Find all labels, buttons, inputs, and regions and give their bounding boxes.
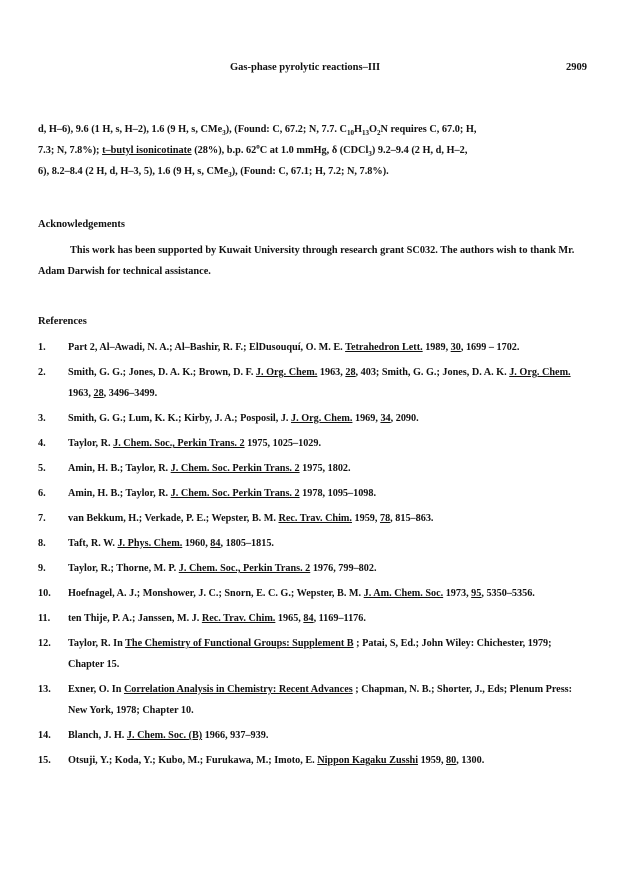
compound-name: t–butyl isonicotinate [102, 145, 192, 156]
subscript: 2 [377, 129, 381, 138]
subscript: 3 [228, 171, 232, 180]
reference-authors: ten Thije, P. A.; Janssen, M. J. [68, 613, 200, 624]
reference-authors: Otsuji, Y.; Koda, Y.; Kubo, M.; Furukawa, M.; Imoto, E. [68, 755, 315, 766]
reference-year: 1989, [425, 342, 449, 353]
reference-pages: 1975, 1025–1029. [247, 438, 322, 449]
reference-year: 1960, [184, 538, 208, 549]
reference-item [38, 608, 590, 629]
reference-journal: Nippon Kagaku Zusshi [317, 755, 419, 766]
acknowledgements-heading: Acknowledgements [38, 219, 125, 230]
reference-pages: 1976, 799–802. [312, 563, 377, 574]
reference-number: 14. [38, 730, 51, 741]
reference-pages: , 2090. [390, 413, 419, 424]
reference-year: 1965, [277, 613, 301, 624]
reference-journal: J. Phys. Chem. [117, 538, 183, 549]
reference-journal: Correlation Analysis in Chemistry: Recent Advances [123, 684, 353, 695]
reference-journal: J. Chem. Soc. Perkin Trans. 2 [170, 488, 300, 499]
reference-authors: Smith, G. G.; Lum, K. K.; Kirby, J. A.; Posposil, J. [68, 413, 289, 424]
reference-journal: Rec. Trav. Chim. [278, 513, 352, 524]
reference-number: 1. [38, 342, 46, 353]
reference-journal: Tetrahedron Lett. [345, 342, 423, 353]
reference-journal: Rec. Trav. Chim. [201, 613, 276, 624]
reference-volume: 78 [379, 513, 391, 524]
reference-item [38, 583, 590, 604]
reference-authors: Hoefnagel, A. J.; Monshower, J. C.; Snorn, E. C. G.; Wepster, B. M. [68, 588, 362, 599]
reference-volume: 28 [93, 388, 104, 399]
cont-text: ), (Found: C, 67.2; N, 7.7. C [225, 124, 347, 135]
reference-journal: The Chemistry of Functional Groups: Supplement B [125, 638, 354, 649]
reference-number: 6. [38, 488, 46, 499]
cont-text: 6), 8.2–8.4 (2 H, d, H–3, 5), 1.6 (9 H, s, CMe [38, 166, 229, 177]
reference-pages: , 1699 – 1702. [460, 342, 520, 353]
reference-item [38, 508, 590, 529]
reference-volume: 84 [210, 538, 221, 549]
reference-pages: , 815–863. [390, 513, 434, 524]
reference-volume: 28 [345, 367, 356, 378]
reference-journal: J. Org. Chem. [291, 413, 353, 424]
cont-text: C at 1.0 mmHg, δ (CDCl [259, 145, 369, 156]
reference-authors: Part 2, Al–Awadi, N. A.; Al–Bashir, R. F.; ElDusouquí, O. M. E. [68, 342, 343, 353]
reference-item [38, 725, 590, 746]
cont-text: 7.3; N, 7.8%); [38, 145, 100, 156]
reference-pages: 1975, 1802. [302, 463, 351, 474]
reference-list [38, 337, 590, 775]
reference-item [38, 362, 590, 404]
subscript: 3 [222, 129, 226, 138]
reference-volume: 34 [380, 413, 391, 424]
reference-year: 1963, [68, 388, 91, 399]
reference-number: 9. [38, 563, 46, 574]
cont-text: H [353, 124, 362, 135]
reference-journal: J. Chem. Soc., Perkin Trans. 2 [113, 438, 245, 449]
reference-pages: ; Patai, S, Ed.; John Wiley: Chichester, 1979; Chapter 15. [68, 638, 552, 670]
reference-item [38, 533, 590, 554]
reference-number: 11. [38, 613, 51, 624]
reference-journal: J. Org. Chem. [255, 367, 318, 378]
reference-volume: 30 [450, 342, 461, 353]
reference-authors: Taylor, R. In [68, 638, 123, 649]
reference-number: 4. [38, 438, 46, 449]
reference-authors: Amin, H. B.; Taylor, R. [68, 463, 169, 474]
page-number: 2909 [566, 62, 587, 73]
reference-pages: , 403; Smith, G. G.; Jones, D. A. K. [355, 367, 507, 378]
subscript: 13 [361, 129, 369, 138]
reference-journal: J. Chem. Soc. Perkin Trans. 2 [170, 463, 300, 474]
reference-number: 10. [38, 588, 51, 599]
reference-volume: 84 [303, 613, 314, 624]
reference-journal: J. Chem. Soc., Perkin Trans. 2 [178, 563, 311, 574]
reference-item [38, 679, 590, 721]
reference-number: 7. [38, 513, 46, 524]
cont-text: ), (Found: C, 67.1; H, 7.2; N, 7.8%). [231, 166, 389, 177]
reference-authors: Blanch, J. H. [68, 730, 125, 741]
reference-authors: van Bekkum, H.; Verkade, P. E.; Wepster, B. M. [68, 513, 276, 524]
reference-year: 1969, [354, 413, 378, 424]
cont-text: O [368, 124, 377, 135]
cont-text: N requires C, 67.0; H, [380, 124, 477, 135]
subscript: 3 [368, 150, 372, 159]
running-header-title: Gas-phase pyrolytic reactions–III [230, 62, 381, 73]
reference-item [38, 750, 590, 771]
continuation-paragraph [38, 119, 590, 182]
reference-item [38, 337, 590, 358]
reference-number: 13. [38, 684, 51, 695]
acknowledgements-text: This work has been supported by Kuwait University through research grant SC032. The authors wish to thank Mr. Adam Darwish for technical assistance. [38, 245, 575, 277]
reference-authors: Amin, H. B.; Taylor, R. [68, 488, 169, 499]
reference-year: 1973, [445, 588, 469, 599]
reference-item [38, 558, 590, 579]
reference-item [38, 633, 590, 675]
reference-item [38, 408, 590, 429]
reference-authors: Exner, O. In [68, 684, 122, 695]
reference-pages: ; Chapman, N. B.; Shorter, J., Eds; Plenum Press: New York, 1978; Chapter 10. [68, 684, 573, 716]
reference-journal: J. Chem. Soc. (B) [126, 730, 203, 741]
superscript: o [256, 142, 260, 151]
cont-text: d, H–6), 9.6 (1 H, s, H–2), 1.6 (9 H, s, CMe [38, 124, 223, 135]
reference-pages: 1966, 937–939. [204, 730, 269, 741]
references-heading: References [38, 316, 87, 327]
subscript: 10 [346, 129, 354, 138]
reference-item [38, 433, 590, 454]
reference-pages: , 1805–1815. [220, 538, 274, 549]
reference-authors: Taft, R. W. [68, 538, 115, 549]
reference-authors: Taylor, R. [68, 438, 111, 449]
reference-number: 8. [38, 538, 46, 549]
reference-number: 5. [38, 463, 46, 474]
reference-number: 2. [38, 367, 46, 378]
reference-authors: Smith, G. G.; Jones, D. A. K.; Brown, D. F. [68, 367, 254, 378]
reference-number: 12. [38, 638, 51, 649]
reference-pages: , 1169–1176. [313, 613, 366, 624]
reference-number: 15. [38, 755, 51, 766]
cont-text: (28%), b.p. 62 [194, 145, 257, 156]
reference-authors: Taylor, R.; Thorne, M. P. [68, 563, 177, 574]
reference-year: 1963, [319, 367, 343, 378]
cont-text: ) 9.2–9.4 (2 H, d, H–2, [371, 145, 468, 156]
reference-number: 3. [38, 413, 46, 424]
reference-pages: , 3496–3499. [103, 388, 158, 399]
reference-pages: , 1300. [456, 755, 485, 766]
reference-volume: 95 [471, 588, 482, 599]
reference-pages: , 5350–5356. [481, 588, 535, 599]
reference-year: 1959, [420, 755, 444, 766]
reference-item [38, 483, 590, 504]
reference-journal: J. Am. Chem. Soc. [363, 588, 444, 599]
reference-pages: 1978, 1095–1098. [302, 488, 377, 499]
reference-journal: J. Org. Chem. [509, 367, 571, 378]
reference-volume: 80 [446, 755, 457, 766]
reference-year: 1959, [354, 513, 378, 524]
reference-item [38, 458, 590, 479]
